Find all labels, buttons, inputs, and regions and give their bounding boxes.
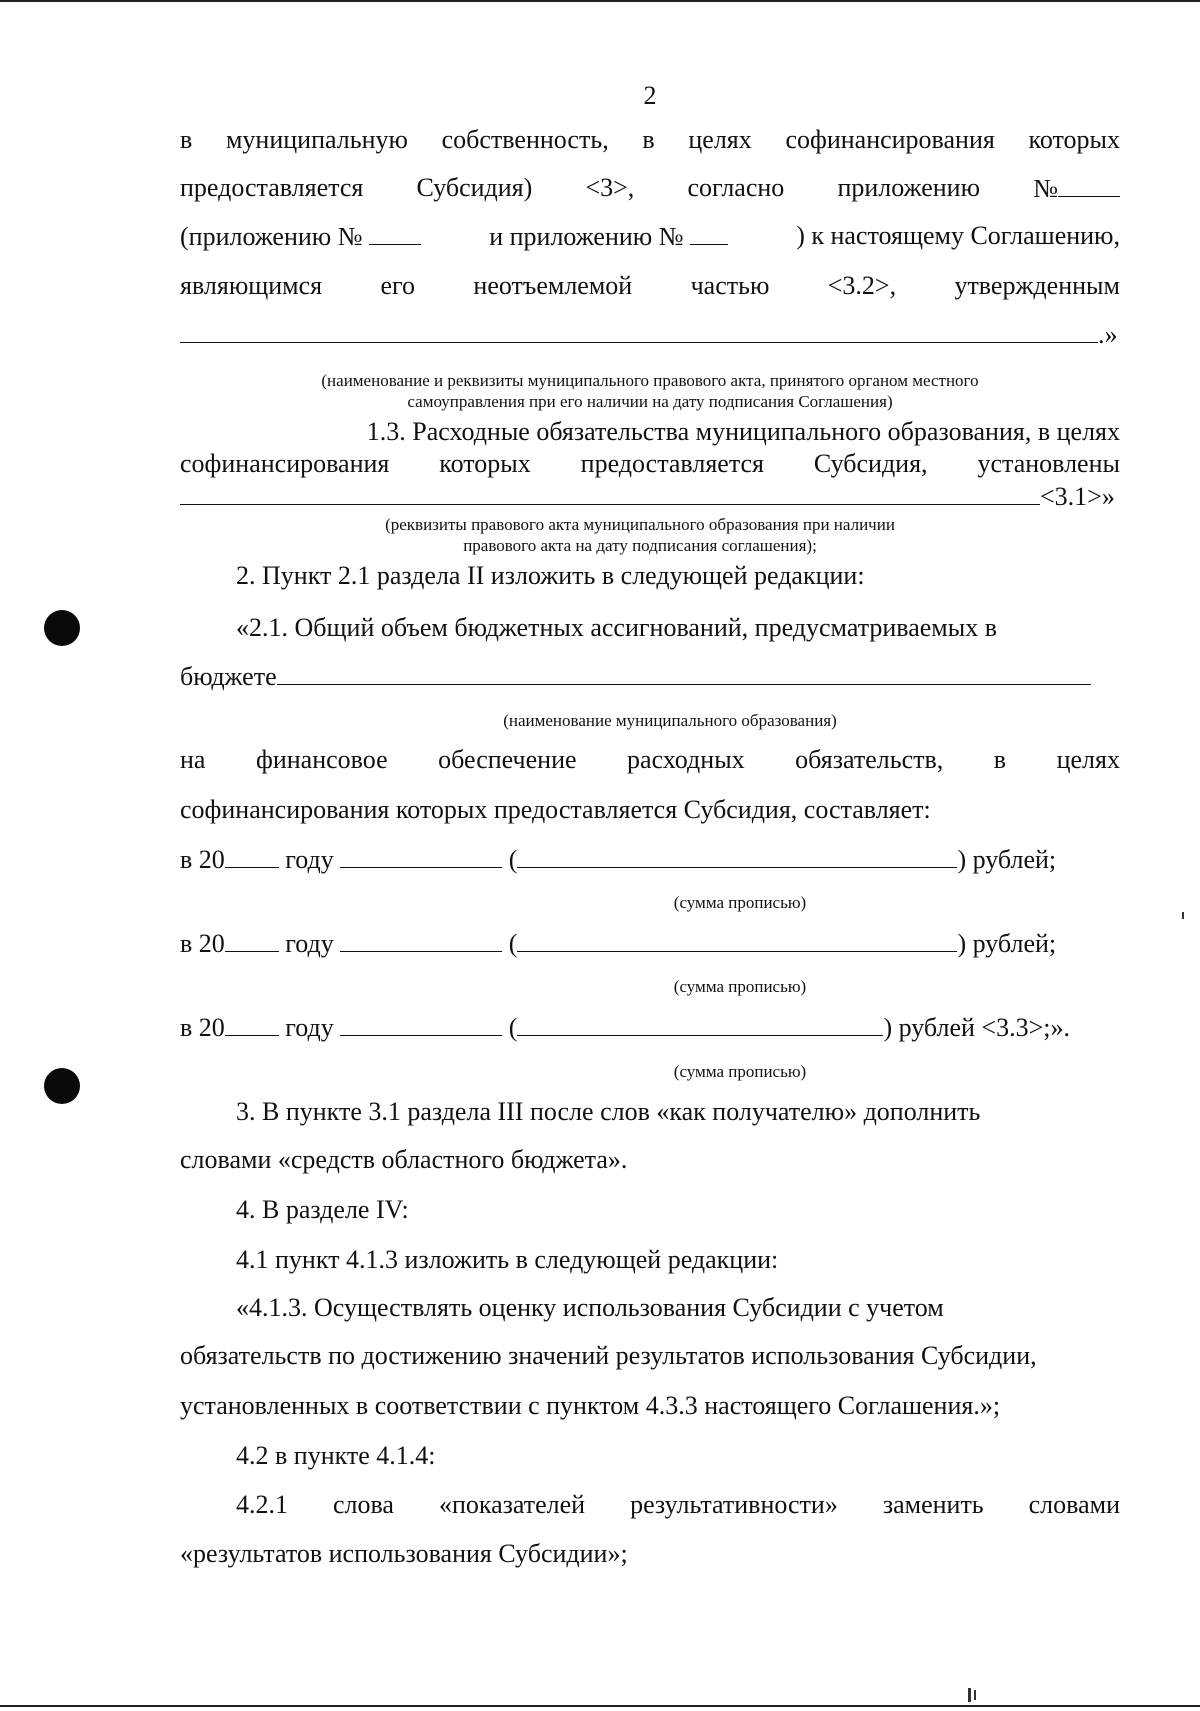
blank-line [517,1011,883,1036]
blank-line [517,927,957,952]
scan-speck [1182,912,1184,919]
blank-line [369,220,421,245]
blank-line [225,927,279,952]
sum-row: в 20 году ( ) рублей; [180,929,1057,958]
punch-hole-lower [44,1068,80,1104]
text-line: 4. В разделе IV: [236,1195,409,1224]
blank-line [277,660,1091,685]
blank-line [690,220,728,245]
sum-row: в 20 году ( ) рублей; [180,845,1057,874]
scan-speck [974,1690,976,1700]
text-line: .» [180,318,1120,351]
caption: (наименование и реквизиты муниципального правового акта, принятого органом местного самоуправления при его наличии на дату подписания Соглашения) [321,371,979,411]
text-line: софинансирования которых предоставляется Субсидия, установлены [180,449,1120,478]
punch-hole-upper [44,610,80,646]
text-line: 4.2.1 слова «показателей результативности» заменить словами [236,1490,1120,1519]
text-line: «4.1.3. Осуществлять оценку использования Субсидии с учетом [236,1293,944,1322]
blank-line [340,1011,502,1036]
text-line: 1.3. Расходные обязательства муниципального образования, в целях [366,417,1120,446]
caption: (сумма прописью) [673,1062,807,1081]
text-line: 4.2 в пункте 4.1.4: [236,1441,436,1470]
scan-speck [968,1688,971,1702]
blank-line [180,480,1040,505]
text-line: являющимся его неотъемлемой частью <3.2>, утвержденным [180,271,1120,300]
text-line: <3.1>» [180,480,1120,513]
text-line: обязательств по достижению значений результатов использования Субсидии, [180,1341,1037,1370]
text-line: словами «средств областного бюджета». [180,1145,628,1174]
text-line: «2.1. Общий объем бюджетных ассигнований, предусматриваемых в [236,613,997,642]
text-line: установленных в соответствии с пунктом 4.3.3 настоящего Соглашения.»; [180,1391,1001,1420]
caption: (сумма прописью) [673,977,807,996]
scan-bottom-edge [0,1705,1200,1707]
text-line: «результатов использования Субсидии»; [180,1539,628,1568]
blank-line [340,927,502,952]
text-line: в муниципальную собственность, в целях софинансирования которых [180,125,1120,154]
caption: (реквизиты правового акта муниципального образования при наличии правового акта на дату подписания соглашения); [385,515,895,555]
blank-line [225,1011,279,1036]
blank-line [517,843,957,868]
sum-row: в 20 году ( ) рублей <3.3>;». [180,1013,1070,1042]
blank-line [340,843,502,868]
caption: (наименование муниципального образования) [503,711,837,730]
text-line: на финансовое обеспечение расходных обязательств, в целях [180,745,1120,774]
page-number: 2 [643,81,657,110]
blank-line [180,318,1098,343]
scan-top-edge [0,0,1200,2]
text-line: 2. Пункт 2.1 раздела II изложить в следующей редакции: [236,561,865,590]
text-line: предоставляется Субсидия) <3>, согласно приложению № [180,172,1120,205]
text-line: бюджете [180,660,1120,693]
blank-line [1058,172,1120,197]
caption: (сумма прописью) [673,893,807,912]
text-line: 4.1 пункт 4.1.3 изложить в следующей редакции: [236,1245,779,1274]
blank-line [225,843,279,868]
text-line: софинансирования которых предоставляется Субсидия, составляет: [180,795,931,824]
text-line: (приложению № и приложению № ) к настоящему Соглашению, [180,221,1120,251]
text-line: 3. В пункте 3.1 раздела III после слов «как получателю» дополнить [236,1097,981,1126]
